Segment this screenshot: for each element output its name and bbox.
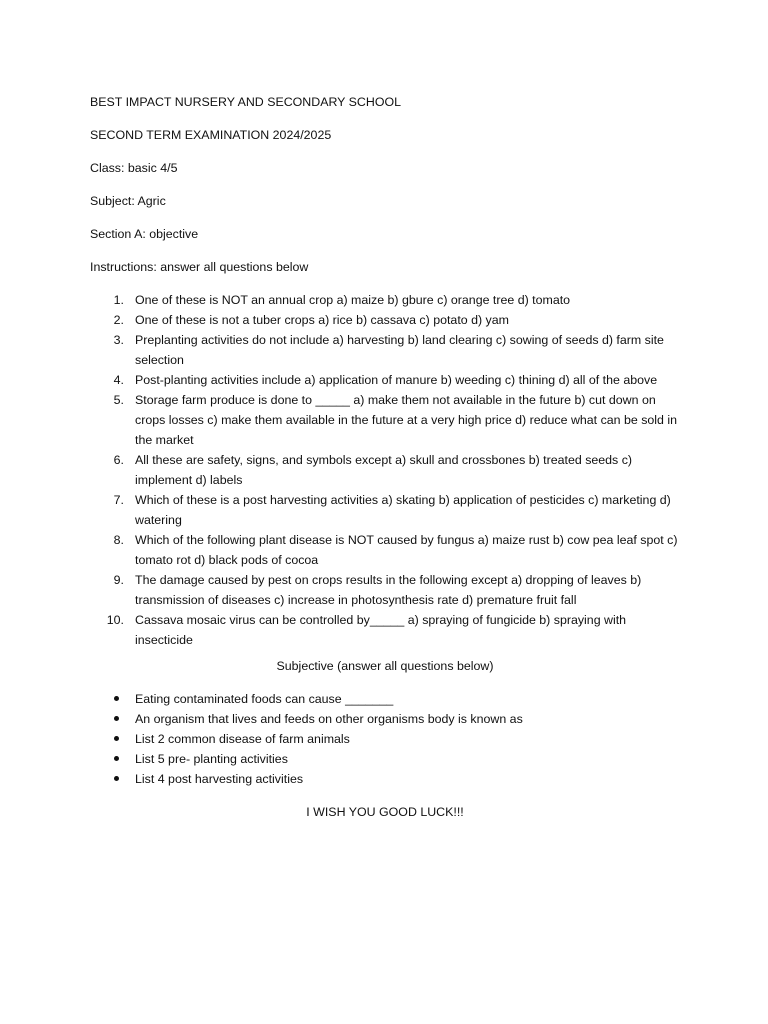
subjective-question	[90, 769, 680, 789]
subjective-question	[90, 749, 680, 769]
objective-question	[90, 310, 680, 330]
question-text: All these are safety, signs, and symbols except a) skull and crossbones b) treated seeds c) implement d) labels	[135, 453, 633, 487]
subjective-question	[90, 689, 680, 709]
question-number: 5.	[113, 393, 124, 407]
question-text: Post-planting activities include a) application of manure b) weeding c) thining d) all of the above	[135, 373, 658, 387]
question-number: 2.	[113, 313, 124, 327]
objective-question	[90, 570, 680, 610]
exam-title: SECOND TERM EXAMINATION 2024/2025	[90, 128, 332, 142]
question-number: 8.	[113, 533, 124, 547]
question-text: The damage caused by pest on crops results in the following except a) dropping of leaves b) transmission of diseases c) increase in photosynthesis rate d) premature fruit fall	[135, 573, 642, 607]
question-number: 1.	[113, 293, 124, 307]
subjective-question	[90, 729, 680, 749]
subjective-question-text: List 4 post harvesting activities	[135, 772, 304, 786]
objective-question	[90, 450, 680, 490]
question-text: Which of the following plant disease is NOT caused by fungus a) maize rust b) cow pea leaf spot c) tomato rot d) black pods of cocoa	[135, 533, 678, 567]
closing-message: I WISH YOU GOOD LUCK!!!	[306, 805, 464, 819]
question-text: One of these is not a tuber crops a) rice b) cassava c) potato d) yam	[135, 313, 509, 327]
school-name: BEST IMPACT NURSERY AND SECONDARY SCHOOL	[90, 95, 401, 109]
objective-question	[90, 370, 680, 390]
question-number: 10.	[106, 613, 124, 627]
bullet-icon	[114, 736, 119, 741]
subjective-question	[90, 709, 680, 729]
question-number: 6.	[113, 453, 124, 467]
objective-question	[90, 530, 680, 570]
question-text: Cassava mosaic virus can be controlled by_____ a) spraying of fungicide b) spraying with insecticide	[135, 613, 627, 647]
objective-question-list	[90, 290, 680, 650]
bullet-icon	[114, 756, 119, 761]
bullet-icon	[114, 716, 119, 721]
document-body	[90, 92, 680, 835]
instructions: Instructions: answer all questions below	[90, 260, 309, 274]
question-text: Preplanting activities do not include a) harvesting b) land clearing c) sowing of seeds d) farm site selection	[135, 333, 664, 367]
subjective-question-text: List 5 pre- planting activities	[135, 752, 288, 766]
question-number: 3.	[113, 333, 124, 347]
objective-question	[90, 330, 680, 370]
question-number: 7.	[113, 493, 124, 507]
question-text: One of these is NOT an annual crop a) maize b) gbure c) orange tree d) tomato	[135, 293, 571, 307]
objective-question	[90, 610, 680, 650]
objective-question	[90, 290, 680, 310]
objective-question	[90, 490, 680, 530]
subjective-question-text: Eating contaminated foods can cause _______	[135, 692, 394, 706]
question-number: 9.	[113, 573, 124, 587]
subjective-heading: Subjective (answer all questions below)	[276, 659, 494, 673]
question-number: 4.	[113, 373, 124, 387]
class-line: Class: basic 4/5	[90, 161, 178, 175]
bullet-icon	[114, 696, 119, 701]
question-text: Which of these is a post harvesting activities a) skating b) application of pesticides c) marketing d) watering	[135, 493, 671, 527]
subjective-question-list	[90, 689, 680, 789]
subject-line: Subject: Agric	[90, 194, 166, 208]
objective-question	[90, 390, 680, 450]
question-text: Storage farm produce is done to _____ a) make them not available in the future b) cut down on crops losses c) make them available in the future at a very high price d) reduce what can be sold in the market	[135, 393, 678, 447]
bullet-icon	[114, 776, 119, 781]
subjective-question-text: An organism that lives and feeds on other organisms body is known as	[135, 712, 523, 726]
subjective-question-text: List 2 common disease of farm animals	[135, 732, 350, 746]
section-heading: Section A: objective	[90, 227, 199, 241]
